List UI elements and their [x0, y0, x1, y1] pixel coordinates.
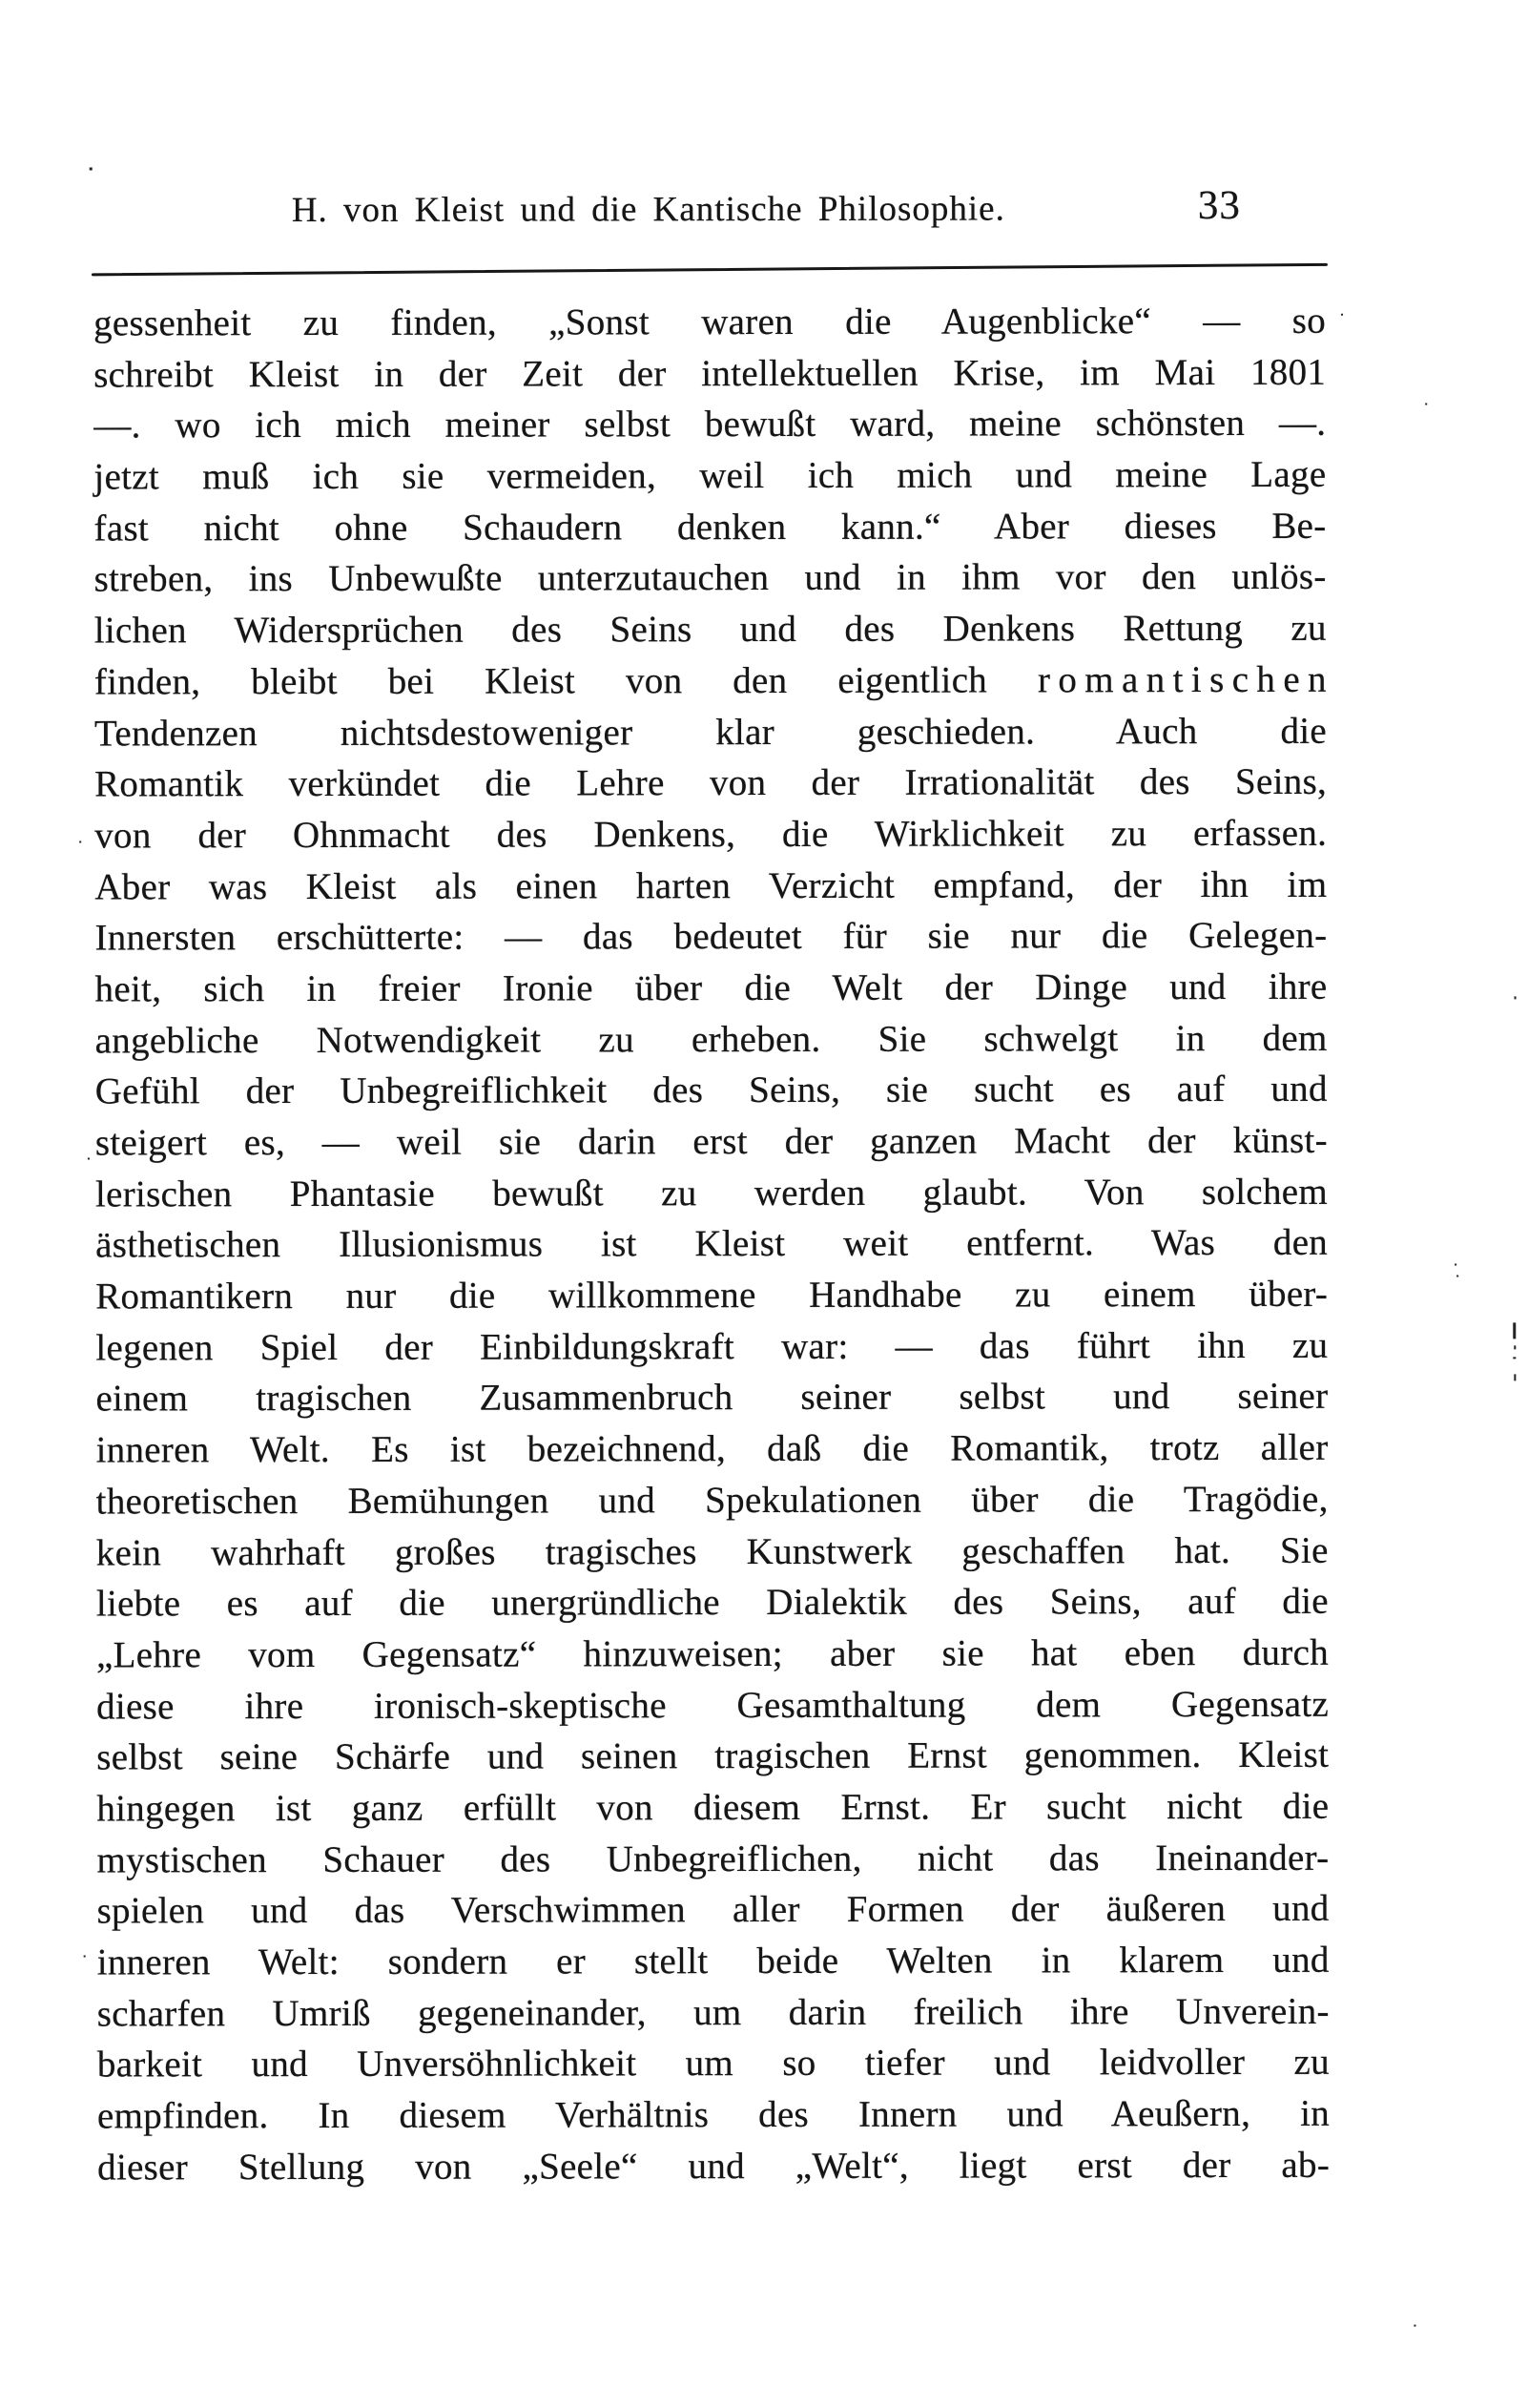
text-line: Gefühl der Unbegreiflichkeit des Seins, sie sucht es auf und [94, 1069, 1328, 1112]
text-line: angebliche Notwendigkeit zu erheben. Sie schwelgt in dem [94, 1017, 1328, 1062]
text-line: heit, sich in freier Ironie über die Welt der Dinge und ihre [94, 965, 1328, 1010]
page-number: 33 [1197, 182, 1241, 229]
text-line: jetzt muß ich sie vermeiden, weil ich mich und meine Lage [93, 453, 1327, 498]
scan-speck [1341, 314, 1343, 316]
text-line: gessenheit zu finden, „Sonst waren die Augenblicke“ — so [93, 300, 1327, 344]
text-line: theoretischen Bemühungen und Spekulationen über die Tragödie, [95, 1478, 1329, 1523]
scan-speck [1425, 404, 1427, 405]
text-line: „Lehre vom Gegensatz“ hinzuweisen; aber sie hat eben durch [95, 1631, 1330, 1676]
scan-speck [1514, 1374, 1516, 1380]
text-line: kein wahrhaft großes tragisches Kunstwerk geschaffen hat. Sie [95, 1529, 1329, 1573]
text-line: selbst seine Schärfe und seinen tragischen Ernst genommen. Kleist [96, 1734, 1330, 1778]
text-line: mystischen Schauer des Unbegreiflichen, nicht das Ineinander- [96, 1837, 1330, 1881]
scan-speck [88, 1157, 90, 1159]
text-line: lichen Widersprüchen des Seins und des Denkens Rettung zu [93, 607, 1327, 652]
text-line: lerischen Phantasie bewußt zu werden glaubt. Von solchem [94, 1171, 1329, 1215]
scan-speck [1515, 996, 1517, 999]
scan-speck [1414, 2325, 1415, 2327]
scan-speck [1513, 1357, 1516, 1359]
text-line: liebte es auf die unergründliche Dialektik des Seins, auf die [95, 1580, 1329, 1625]
text-line: inneren Welt: sondern er stellt beide Welten in klarem und [96, 1939, 1330, 1983]
text-line: Romantikern nur die willkommene Handhabe zu einem über- [95, 1273, 1329, 1318]
text-line: schreibt Kleist in der Zeit der intellektuellen Krise, im Mai 1801 [93, 351, 1327, 396]
text-line: Aber was Kleist als einen harten Verzicht empfand, der ihn im [94, 863, 1328, 908]
scan-speck [1455, 1263, 1456, 1265]
scan-speck [1456, 1275, 1458, 1277]
text-line: dieser Stellung von „Seele“ und „Welt“, liegt erst der ab- [97, 2144, 1331, 2189]
scan-speck [90, 167, 93, 170]
scan-speck [1514, 1345, 1516, 1349]
text-line: Romantik verkündet die Lehre von der Irrationalität des Seins, [94, 760, 1328, 805]
header-rule [92, 263, 1328, 277]
text-line: —. wo ich mich meiner selbst bewußt ward, meine schönsten —. [93, 403, 1327, 446]
scan-speck [1513, 1322, 1516, 1339]
text-line: fast nicht ohne Schaudern denken kann.“ Aber dieses Be- [93, 505, 1327, 550]
text-line: Tendenzen nichtsdestoweniger klar geschieden. Auch die [93, 710, 1328, 754]
text-line: legenen Spiel der Einbildungskraft war: — das führt ihn zu [95, 1324, 1329, 1369]
text-line: Innersten erschütterte: — das bedeutet für sie nur die Gelegen- [94, 915, 1328, 959]
text-line: finden, bleibt bei Kleist von den eigentlich r o m a n t i s c h e n [93, 658, 1327, 703]
text-line: hingegen ist ganz erfüllt von diesem Ernst. Er sucht nicht die [96, 1785, 1330, 1830]
text-line: von der Ohnmacht des Denkens, die Wirklichkeit zu erfassen. [94, 812, 1328, 857]
running-header-title: H. von Kleist und die Kantische Philosophie. [291, 189, 1005, 231]
text-line: scharfen Umriß gegeneinander, um darin freilich ihre Unverein- [96, 1990, 1330, 2035]
body-text-block [93, 296, 1330, 2193]
text-line: diese ihre ironisch-skeptische Gesamthaltung dem Gegensatz [96, 1683, 1330, 1728]
text-line: streben, ins Unbewußte unterzutauchen und in ihm vor den unlös- [93, 556, 1327, 600]
text-line: spielen und das Verschwimmen aller Formen der äußeren und [96, 1888, 1330, 1932]
scan-speck [79, 841, 81, 842]
text-line: inneren Welt. Es ist bezeichnend, daß die Romantik, trotz aller [95, 1426, 1329, 1471]
text-line: barkeit und Unversöhnlichkeit um so tiefer und leidvoller zu [96, 2042, 1330, 2086]
text-line: empfinden. In diesem Verhältnis des Innern und Aeußern, in [96, 2092, 1331, 2137]
text-line: ästhetischen Illusionismus ist Kleist weit entfernt. Was den [95, 1222, 1329, 1266]
scan-speck [84, 1955, 86, 1957]
text-line: steigert es, — weil sie darin erst der ganzen Macht der künst- [94, 1119, 1328, 1164]
text-line: einem tragischen Zusammenbruch seiner selbst und seiner [95, 1376, 1329, 1420]
